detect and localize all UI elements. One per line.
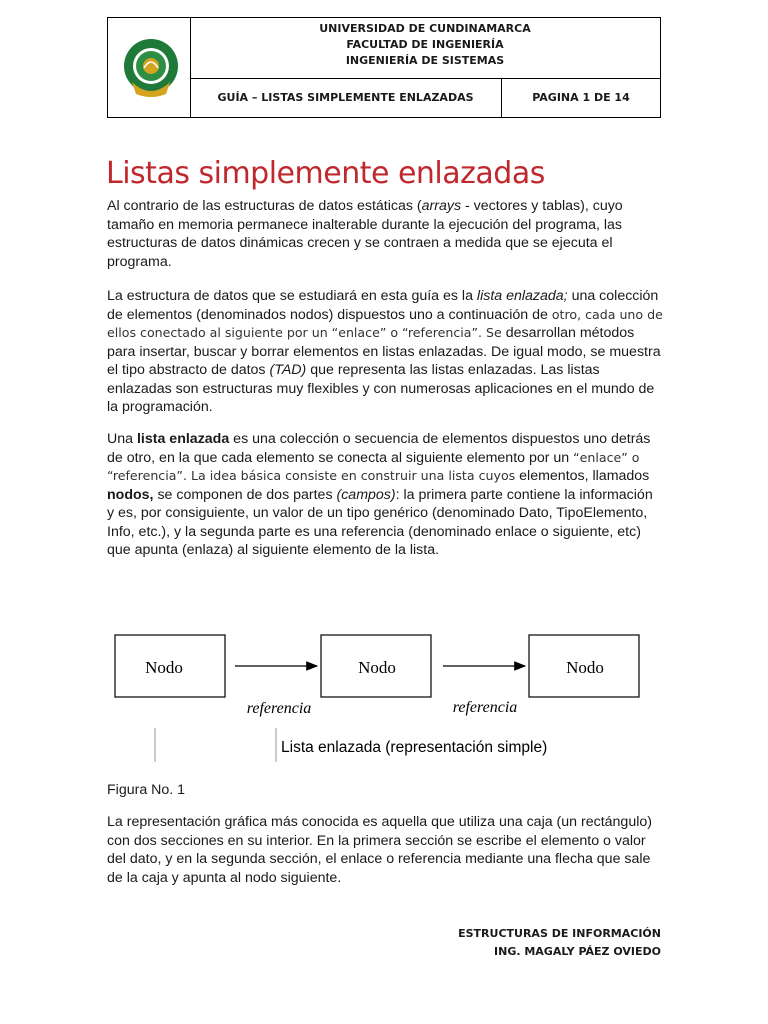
- node-label: Nodo: [358, 658, 396, 677]
- paragraph-2: [107, 287, 663, 417]
- node-label: Nodo: [566, 658, 604, 677]
- text-span: Una: [107, 431, 137, 447]
- text-span: otro, cada uno de ellos conectado al siguiente por un “enlace” o “referencia”. Se: [107, 306, 663, 340]
- italic-term: arrays: [421, 198, 462, 214]
- page-number: PAGINA 1 DE 14: [532, 91, 630, 104]
- faculty-name: FACULTAD DE INGENIERÍA: [346, 38, 504, 51]
- text-span: Al contrario de las estructuras de datos estáticas (: [107, 198, 422, 214]
- text-span: es una colección o secuencia de elementos dispuestos uno detrás de otro, en la que cada elemento se conecta al siguiente elemento por un: [107, 431, 651, 466]
- text-span: : la primera parte contiene la información y es, por consiguiente, un valor de un tipo genérico (denominado Dato, TipoElemento, Info, etc.), y la segunda parte es una referencia (denominado enlace o siguiente, etc) que apunta (enlaza) al siguiente elemento de la lista.: [107, 486, 653, 558]
- institution-name: UNIVERSIDAD DE CUNDINAMARCA: [319, 22, 531, 35]
- link-label: referencia: [246, 700, 312, 717]
- text-span: se componen de dos partes: [153, 486, 337, 503]
- text-span: elementos, llamados: [515, 468, 650, 484]
- bold-term: lista enlazada: [136, 431, 230, 447]
- link-label: referencia: [452, 699, 518, 716]
- italic-term: lista enlazada;: [476, 288, 568, 304]
- footer-course: ESTRUCTURAS DE INFORMACIÓN: [458, 927, 661, 940]
- text-span: “enlace” o “referencia”. La idea básica consiste en construir una lista cuyos: [107, 449, 640, 483]
- footer-author: ING. MAGALY PÁEZ OVIEDO: [494, 945, 661, 958]
- text-span: - vectores y tablas), cuyo tamaño en memoria permanece inalterable durante la ejecución del programa, las estructuras de datos dinámicas crecen y se contraen a medida que se ejecuta el programa.: [107, 198, 623, 270]
- program-name: INGENIERÍA DE SISTEMAS: [345, 54, 505, 67]
- italic-term: (TAD): [269, 362, 307, 378]
- node-label: Nodo: [145, 658, 183, 677]
- institution-block: [190, 18, 660, 79]
- bold-term: nodos,: [107, 486, 154, 503]
- guide-title: GUÍA – LISTAS SIMPLEMENTE ENLAZADAS: [190, 79, 502, 117]
- paragraph-3: [107, 430, 663, 560]
- italic-term: (campos): [336, 486, 396, 503]
- paragraph-4: La representación gráfica más conocida es aquella que utiliza una caja (un rectángulo) con dos secciones en su interior. En la primera sección se escribe el elemento o valor del dato, y en la segunda sección, el enlace o referencia mediante una flecha que sale de la caja y apunta al nodo siguiente.: [107, 814, 652, 886]
- figure-caption: Lista enlazada (representación simple): [281, 739, 548, 756]
- document-header: [107, 17, 661, 118]
- text-span: una colección de elementos (denominados nodos) dispuestos uno a continuación de: [107, 288, 659, 323]
- figure-label: Figura No. 1: [107, 782, 186, 798]
- linked-list-diagram: [105, 620, 665, 770]
- text-span: La estructura de datos que se estudiará en esta guía es la: [107, 288, 477, 304]
- text-span: que representa las listas enlazadas. Las listas enlazadas son estructuras muy flexibles y con numerosas aplicaciones en el mundo de la programación.: [107, 362, 655, 415]
- page-title: Listas simplemente enlazadas: [106, 156, 545, 191]
- logo-cell: [108, 18, 191, 117]
- university-seal-icon: [122, 38, 180, 98]
- paragraph-1: [107, 197, 663, 271]
- text-span: desarrollan métodos para insertar, buscar y borrar elementos en listas enlazadas. De igual modo, se muestra el tipo abstracto de datos: [107, 325, 661, 378]
